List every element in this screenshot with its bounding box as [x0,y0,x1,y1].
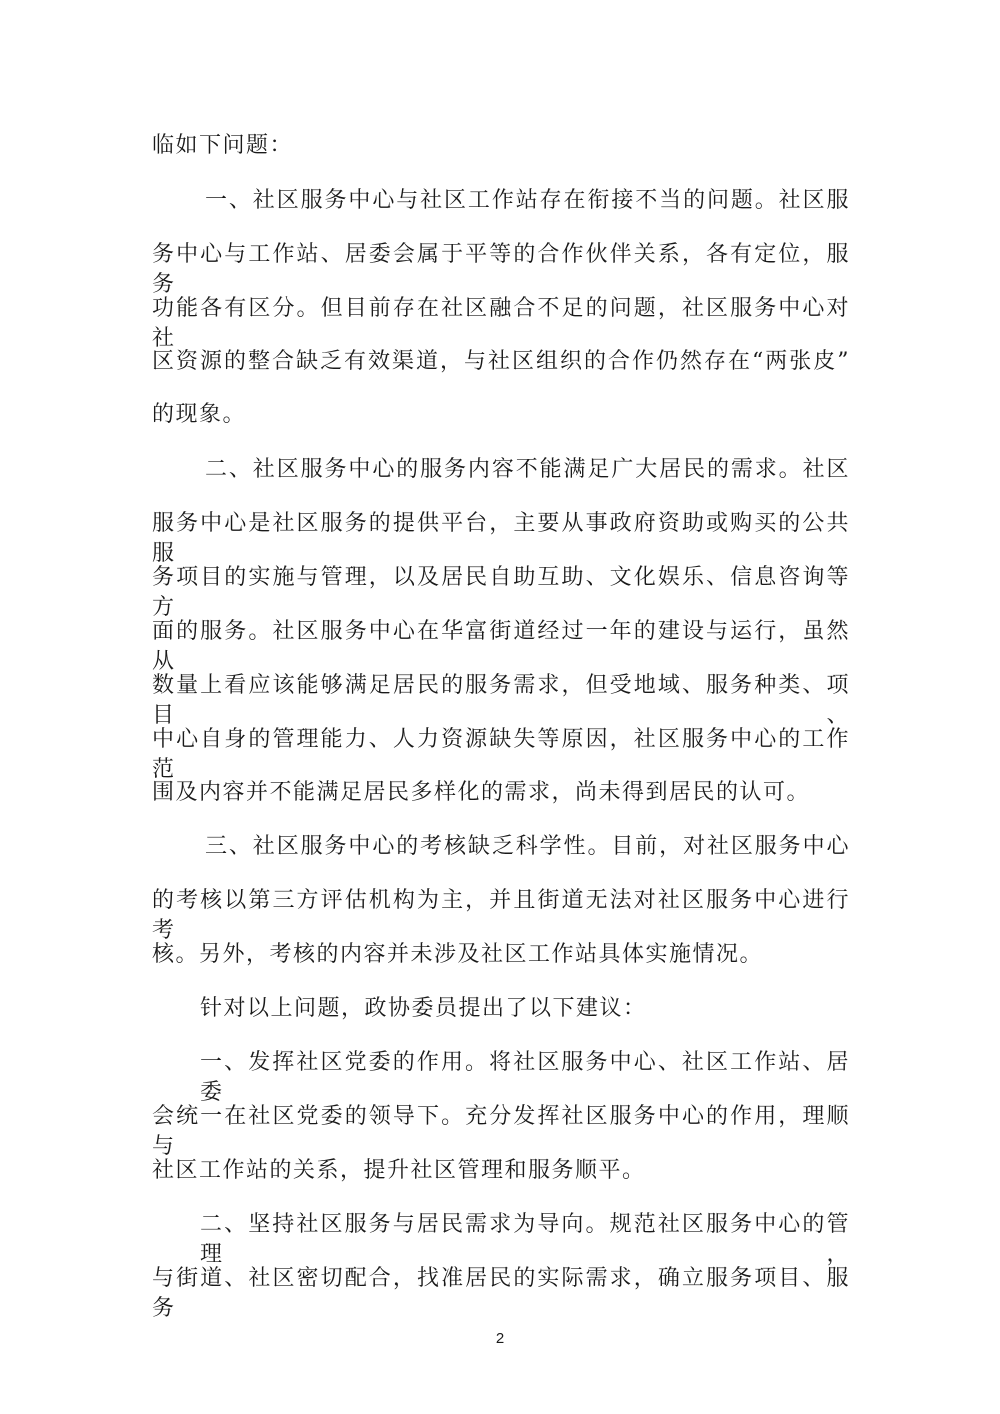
text-line: 核。另外，考核的内容并未涉及社区工作站具体实施情况。 [152,942,764,967]
page-number: 2 [495,1330,505,1347]
text-line: 服务中心是社区服务的提供平台，主要从事政府资助或购买的公共服 [152,511,850,566]
text-line: 数量上看应该能够满足居民的服务需求，但受地域、服务种类、项目、 [152,673,850,728]
text-line: 功能各有区分。但目前存在社区融合不足的问题，社区服务中心对社 [152,296,850,351]
text-line: 中心自身的管理能力、人力资源缺失等原因，社区服务中心的工作范 [152,727,850,782]
text-line: 面的服务。社区服务中心在华富街道经过一年的建设与运行，虽然从 [152,619,850,674]
text-line: 务中心与工作站、居委会属于平等的合作伙伴关系，各有定位，服务 [152,242,850,297]
text-line: 针对以上问题，政协委员提出了以下建议： [200,996,647,1021]
text-line: 区资源的整合缺乏有效渠道，与社区组织的合作仍然存在“两张皮” [152,349,850,374]
text-line: 一、发挥社区党委的作用。将社区服务中心、社区工作站、居委 [200,1050,850,1105]
text-line: 的现象。 [152,402,247,427]
text-line: 临如下问题： [152,133,294,158]
text-line: 与街道、社区密切配合，找准居民的实际需求，确立服务项目、服务 [152,1266,850,1321]
text-line: 二、社区服务中心的服务内容不能满足广大居民的需求。社区 [205,457,850,482]
text-line: 的考核以第三方评估机构为主，并且街道无法对社区服务中心进行考 [152,888,850,943]
text-line: 三、社区服务中心的考核缺乏科学性。目前，对社区服务中心 [205,834,850,859]
text-line: 会统一在社区党委的领导下。充分发挥社区服务中心的作用，理顺与 [152,1104,850,1159]
text-line: 二、坚持社区服务与居民需求为导向。规范社区服务中心的管理， [200,1212,850,1267]
text-line: 一、社区服务中心与社区工作站存在衔接不当的问题。社区服 [205,188,850,213]
text-line: 务项目的实施与管理，以及居民自助互助、文化娱乐、信息咨询等方 [152,565,850,620]
text-line: 社区工作站的关系，提升社区管理和服务顺平。 [152,1158,646,1183]
text-line: 围及内容并不能满足居民多样化的需求，尚未得到居民的认可。 [152,780,811,805]
